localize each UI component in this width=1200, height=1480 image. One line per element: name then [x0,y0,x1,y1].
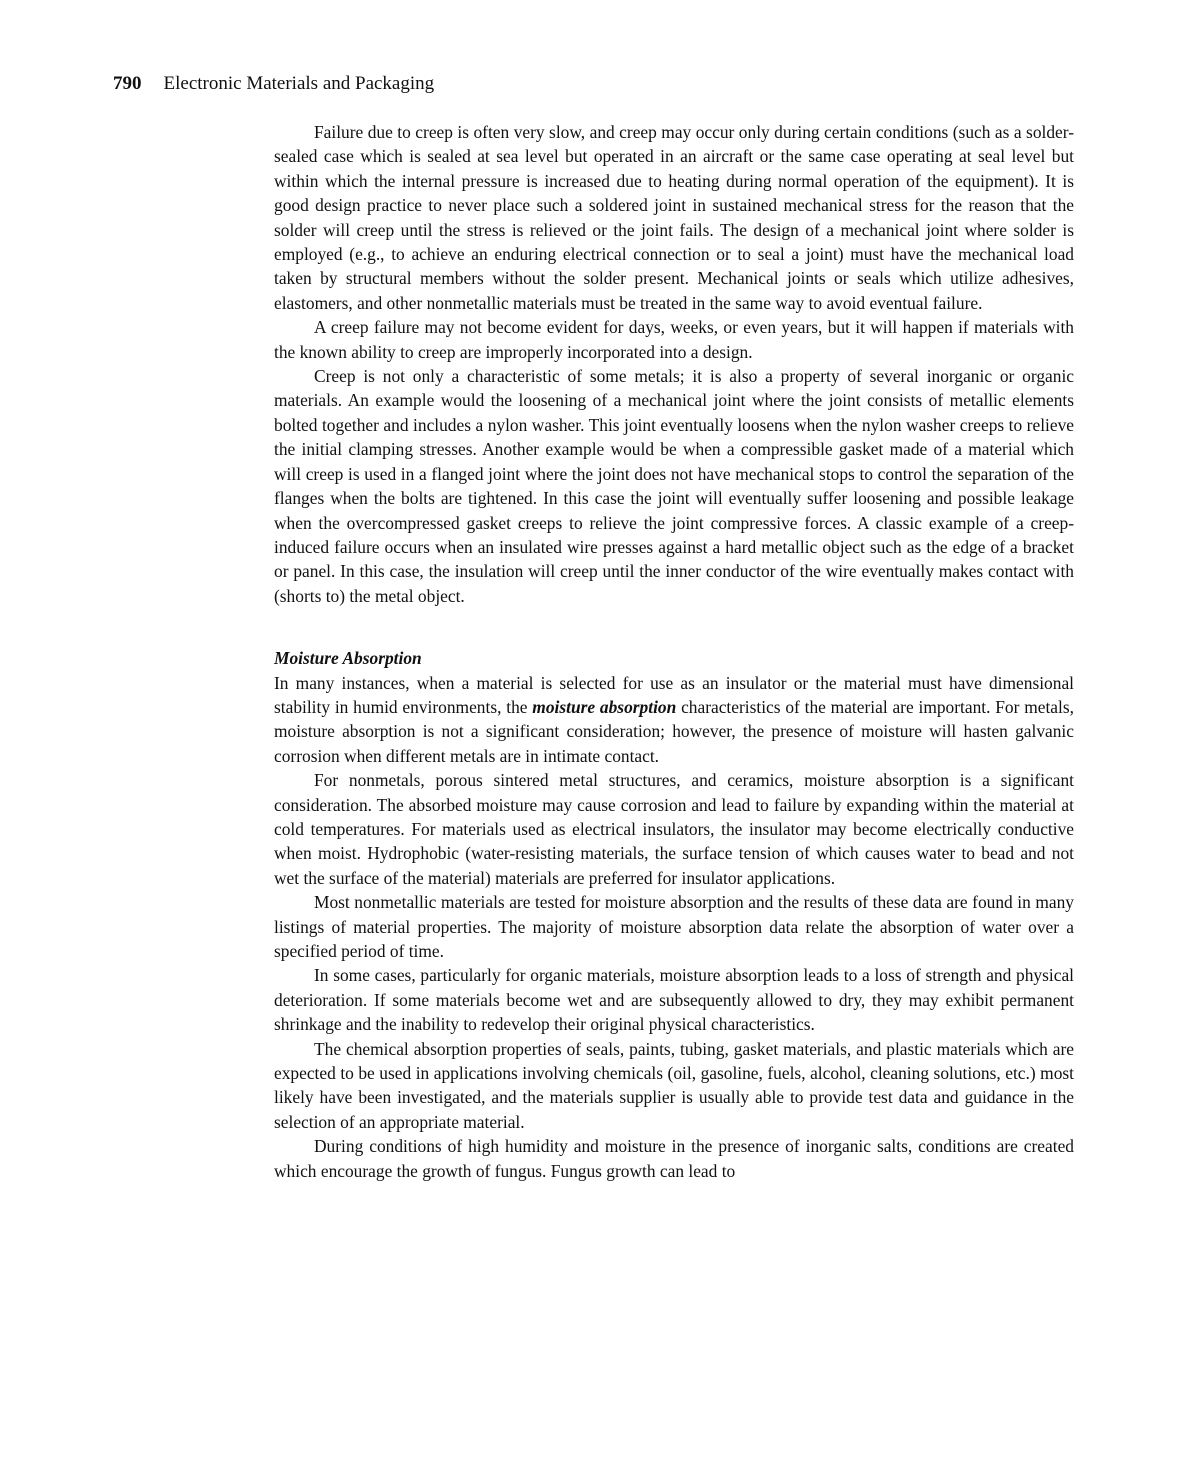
body-text [274,120,1074,1183]
book-title: Electronic Materials and Packaging [163,73,435,94]
paragraph-organic-materials: In some cases, particularly for organic materials, moisture absorption leads to a loss of strength and physical deterioration. If some materials become wet and are subsequently allowed to dry, they may exhibit permanent shrinkage and the inability to redevelop their original physical characteristics. [274,965,1074,1035]
paragraph-testing: Most nonmetallic materials are tested for moisture absorption and the results of these data are found in many listings of material properties. The majority of moisture absorption data relate the absorption of water over a specified period of time. [274,892,1074,961]
paragraph-creep-evidence: A creep failure may not become evident for days, weeks, or even years, but it will happen if materials with the known ability to creep are improperly incorporated into a design. [274,317,1074,362]
moisture-intro-text-end: characteristics of the material are important. For metals, moisture absorption is not a significant consideration; however, the presence of moisture will hasten galvanic corrosion when different metals are in intimate contact. [274,696,1074,766]
page-number: 790 [113,73,142,94]
moisture-absorption-term: moisture absorption [532,696,677,717]
paragraph-moisture-intro [274,671,1074,769]
running-head [113,70,434,98]
paragraph-nonmetals: For nonmetals, porous sintered metal structures, and ceramics, moisture absorption is a significant consideration. The absorbed moisture may cause corrosion and lead to failure by expanding within the material at cold temperatures. For materials used as electrical insulators, the insulator may become electrically conductive when moist. Hydrophobic (water-resisting materials, the surface tension of which causes water to bead and not wet the surface of the material) materials are preferred for insulator applications. [274,770,1074,888]
moisture-intro-text-start: In many instances, when a material is selected for use as an insulator or the material must have dimensional stability in humid environments, the [274,672,1074,717]
paragraph-creep-failure: Failure due to creep is often very slow, and creep may occur only during certain conditions (such as a solder-sealed case which is sealed at sea level but operated in an aircraft or the same case operating at seal level but within which the internal pressure is increased due to heating during normal operation of the equipment). It is good design practice to never place such a soldered joint in sustained mechanical stress for the reason that the solder will creep until the stress is relieved or the joint fails. The design of a mechanical joint where solder is employed (e.g., to achieve an enduring electrical connection or to seal a joint) must have the mechanical load taken by structural members without the solder present. Mechanical joints or seals which utilize adhesives, elastomers, and other nonmetallic materials must be treated in the same way to avoid eventual failure. [274,122,1074,313]
section-heading-moisture-absorption: Moisture Absorption [274,648,422,669]
paragraph-creep-examples: Creep is not only a characteristic of some metals; it is also a property of several inorganic or organic materials. An example would the loosening of a mechanical joint where the joint consists of metallic elements bolted together and includes a nylon washer. This joint eventually loosens when the nylon washer creeps to relieve the initial clamping stresses. Another example would be when a compressible gasket made of a material which will creep is used in a flanged joint where the joint does not have mechanical stops to control the separation of the flanges when the bolts are tightened. In this case the joint will eventually suffer loosening and possible leakage when the overcompressed gasket creeps to relieve the joint compressive forces. A classic example of a creep-induced failure occurs when an insulated wire presses against a hard metallic object such as the edge of a bracket or panel. In this case, the insulation will creep until the inner conductor of the wire eventually makes contact with (shorts to) the metal object. [274,366,1074,606]
paragraph-chemical-absorption: The chemical absorption properties of seals, paints, tubing, gasket materials, and plastic materials which are expected to be used in applications involving chemicals (oil, gasoline, fuels, alcohol, cleaning solutions, etc.) most likely have been investigated, and the materials supplier is usually able to provide test data and guidance in the selection of an appropriate material. [274,1038,1074,1132]
paragraph-fungus: During conditions of high humidity and moisture in the presence of inorganic salts, conditions are created which encourage the growth of fungus. Fungus growth can lead to [274,1136,1074,1181]
